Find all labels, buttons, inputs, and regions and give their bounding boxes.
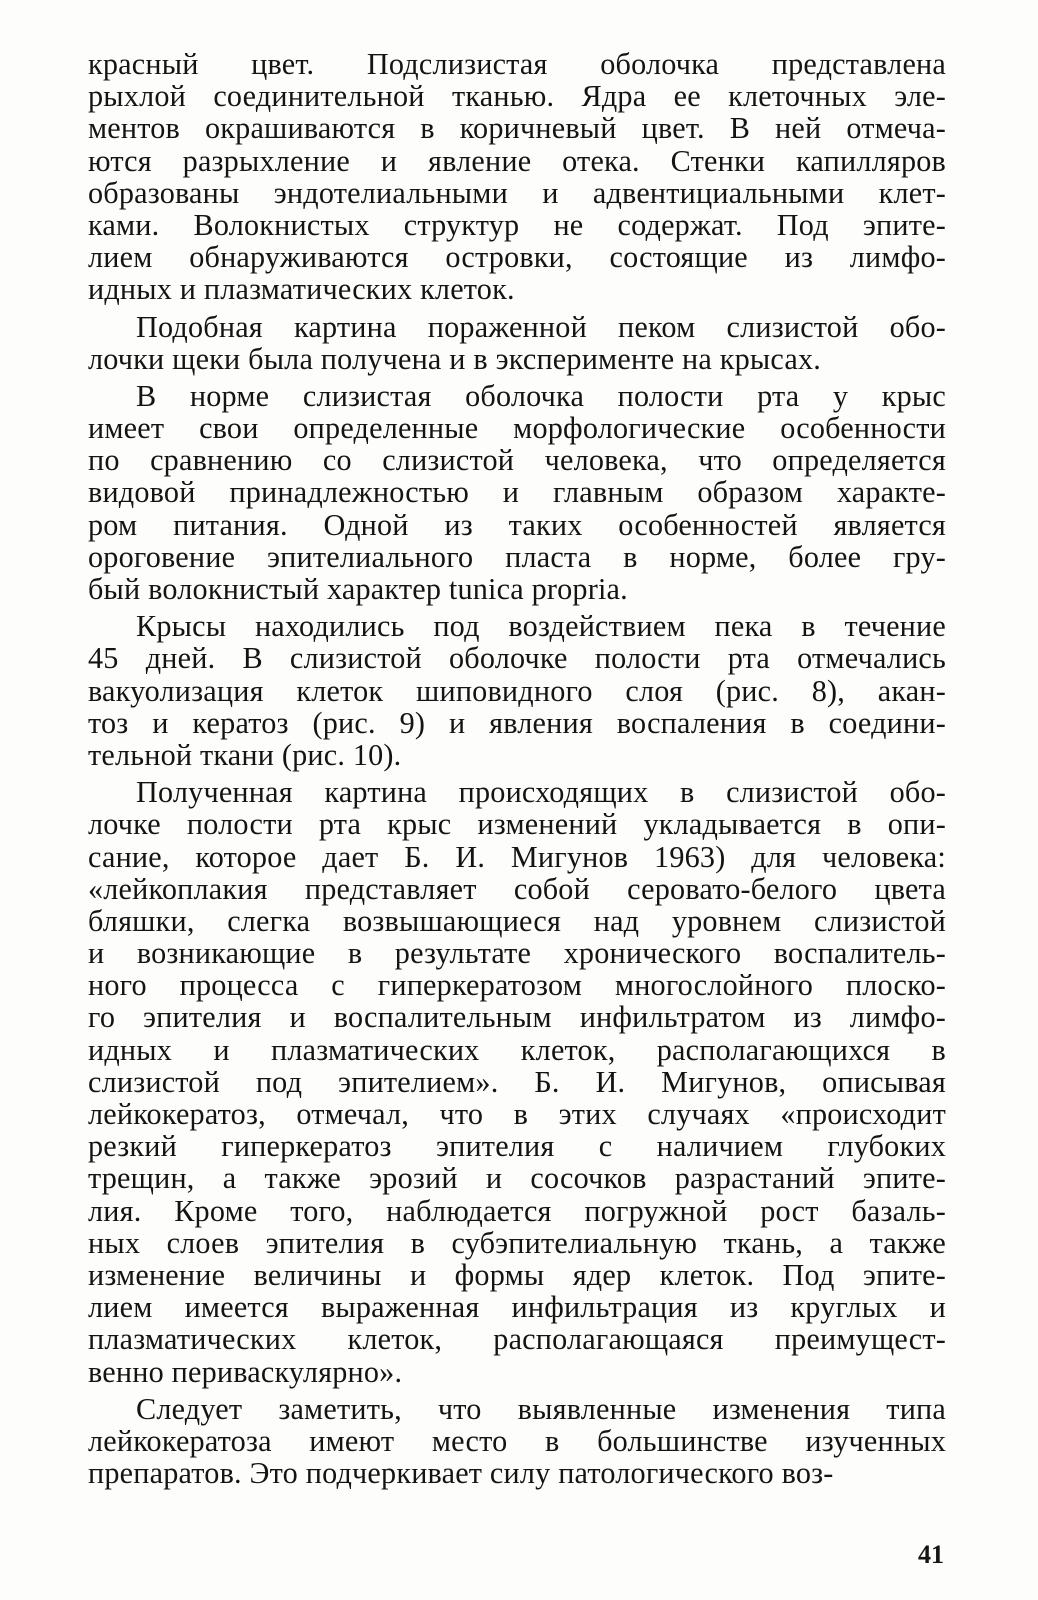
page-number: 41 [918,1540,944,1569]
text-line: лочки щеки была получена и в эксперименте на крысах. [88,341,821,376]
text-line: трещин, а также эрозий и сосочков разрастаний эпите- [88,1161,946,1196]
text-line: бый волокнистый характер tunica propria. [88,572,628,606]
text-line: ментов окрашиваются в коричневый цвет. В ней отмеча- [88,111,946,146]
text-line: имеет свои определенные морфологические особенности [88,411,946,446]
text-line: ром питания. Одной из таких особенностей является [88,507,946,542]
paragraph [88,311,946,375]
text-line: В норме слизистая оболочка полости рта у крыс [136,378,946,413]
text-line: вакуолизация клеток шиповидного слоя (рис. 8), акан- [88,673,946,708]
text-line: по сравнению со слизистой человека, что определяется [88,443,946,478]
text-line: лейкокератоза имеют место в большинстве изученных [88,1423,946,1458]
text-line: сание, которое дает Б. И. Мигунов 1963) для человека: [88,839,946,874]
text-line: лием обнаруживаются островки, состоящие из лимфо- [88,240,946,275]
text-line: лия. Кроме того, наблюдается погружной рост базаль- [88,1193,946,1228]
text-line: бляшки, слегка возвышающиеся над уровнем слизистой [88,903,946,938]
paragraph [88,776,946,1388]
text-line: идных и плазматических клеток. [88,272,515,307]
text-line: препаратов. Это подчеркивает силу патологического воз- [88,1456,834,1491]
text-line: идных и плазматических клеток, располагающихся в [88,1032,946,1067]
text-line: слизистой под эпителием». Б. И. Мигунов, описывая [88,1064,946,1099]
text-line: 45 дней. В слизистой оболочке полости рта отмечались [88,641,946,676]
text-line: лочке полости рта крыс изменений укладывается в опи- [88,807,946,842]
text-line: красный цвет. Подслизистая оболочка представлена [88,47,946,81]
text-line: лейкокератоз, отмечал, что в этих случаях «происходит [88,1097,946,1131]
text-line: Крысы находились под воздействием пека в течение [136,609,946,644]
text-line: лием имеется выраженная инфильтрация из круглых и [88,1290,946,1325]
text-line: плазматических клеток, располагающаяся преимущест- [88,1322,946,1357]
text-line: Подобная картина пораженной пеком слизистой обо- [136,309,946,344]
text-line: резкий гиперкератоз эпителия с наличием глубоких [88,1129,946,1164]
text-line: го эпителия и воспалительным инфильтратом из лимфо- [88,1000,946,1035]
text-line: «лейкоплакия представляет собой серовато-белого цвета [88,871,946,906]
text-line: тоз и кератоз (рис. 9) и явления воспаления в соедини- [88,705,946,740]
text-line: ются разрыхление и явление отека. Стенки капилляров [88,143,946,178]
text-line: венно периваскулярно». [88,1354,403,1389]
text-line: и возникающие в результате хронического воспалитель- [88,936,946,971]
paragraph [88,1393,946,1490]
text-line: ного процесса с гиперкератозом многослойного плоско- [88,968,946,1003]
text-line: ных слоев эпителия в субэпителиальную ткань, а также [88,1225,946,1260]
paragraph [88,610,946,771]
body-text [88,48,946,1489]
text-line: образованы эндотелиальными и адвентициальными клет- [88,175,946,210]
text-line: изменение величины и формы ядер клеток. Под эпите- [88,1257,946,1292]
text-line: Следует заметить, что выявленные изменения типа [136,1391,946,1426]
text-line: ороговение эпителиального пласта в норме, более гру- [88,539,946,574]
paragraph [88,380,946,605]
paragraph [88,48,946,306]
text-line: Полученная картина происходящих в слизистой обо- [136,775,946,810]
text-line: рыхлой соединительной тканью. Ядра ее клеточных эле- [88,79,946,114]
text-line: видовой принадлежностью и главным образом характе- [88,475,946,510]
text-line: ками. Волокнистых структур не содержат. Под эпите- [88,207,946,242]
text-line: тельной ткани (рис. 10). [88,737,402,772]
